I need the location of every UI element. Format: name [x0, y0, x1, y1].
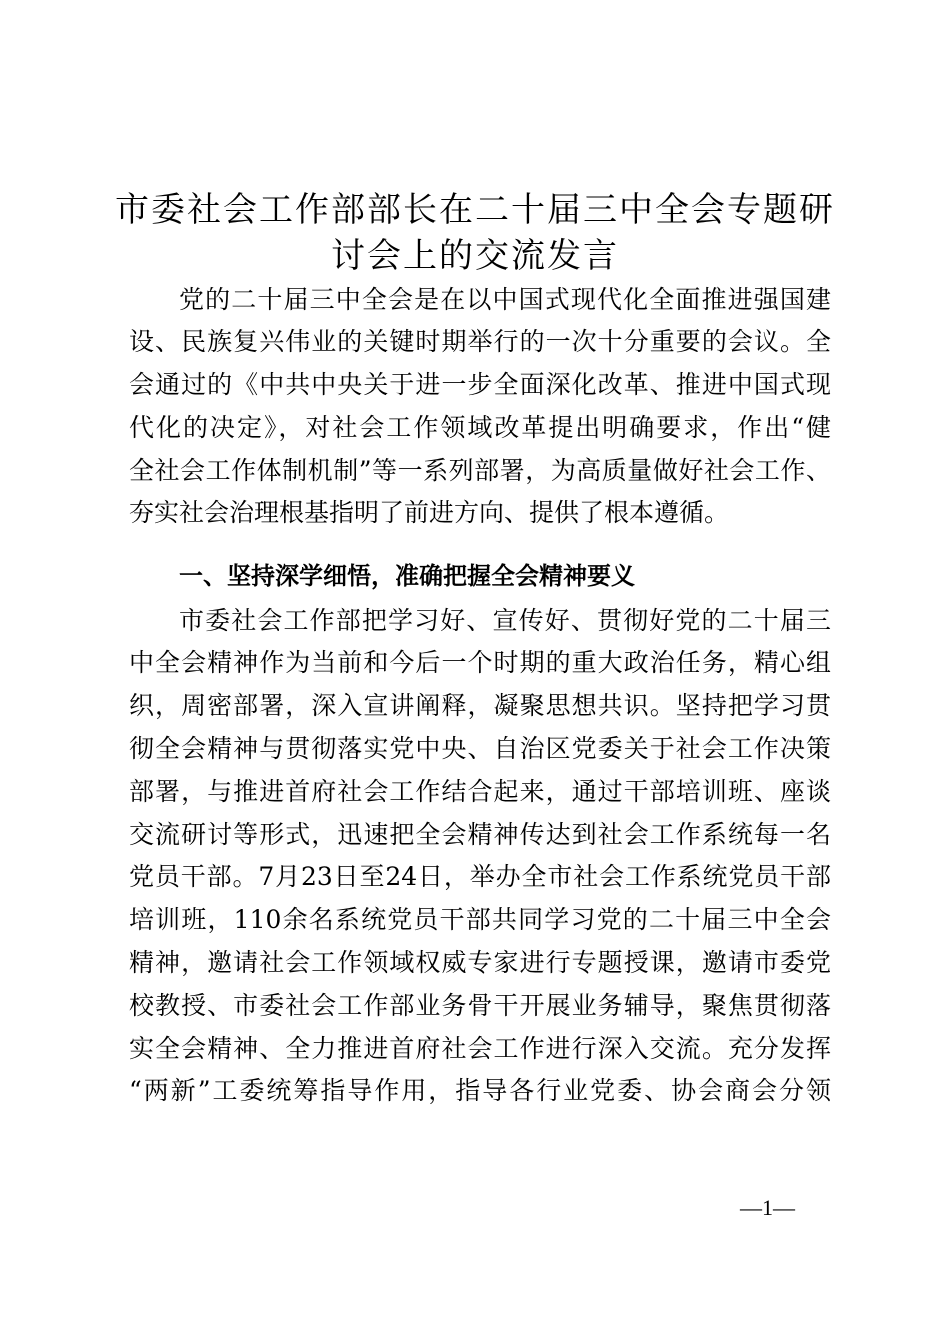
paragraph-1-line-3: 会通过的《中共中央关于进一步全面深化改革、推进中国式现: [129, 370, 831, 399]
section-1-heading: 一、坚持深学细悟，准确把握全会精神要义: [179, 562, 635, 590]
paragraph-2-line-2: 中全会精神作为当前和今后一个时期的重大政治任务，精心组: [129, 648, 831, 677]
paragraph-2-line-6: 交流研讨等形式，迅速把全会精神传达到社会工作系统每一名: [129, 820, 831, 849]
paragraph-2-line-4: 彻全会精神与贯彻落实党中央、自治区党委关于社会工作决策: [129, 734, 831, 763]
paragraph-2-line-9: 精神，邀请社会工作领域权威专家进行专题授课，邀请市委党: [129, 948, 831, 977]
document-title-line-1: 市委社会工作部部长在二十届三中全会专题研: [115, 190, 835, 230]
document-title-line-2: 讨会上的交流发言: [331, 236, 619, 276]
paragraph-2-line-10: 校教授、市委社会工作部业务骨干开展业务辅导，聚焦贯彻落: [129, 991, 831, 1020]
paragraph-2-line-7: 党员干部。7月23日至24日，举办全市社会工作系统党员干部: [129, 862, 831, 891]
paragraph-2-line-12: “两新”工委统筹指导作用，指导各行业党委、协会商会分领: [129, 1076, 831, 1105]
page-number: —1—: [740, 1195, 795, 1220]
paragraph-2-line-8: 培训班，110余名系统党员干部共同学习党的二十届三中全会: [129, 905, 831, 934]
paragraph-2-line-11: 实全会精神、全力推进首府社会工作进行深入交流。充分发挥: [129, 1034, 831, 1063]
paragraph-1-line-2: 设、民族复兴伟业的关键时期举行的一次十分重要的会议。全: [129, 327, 831, 356]
paragraph-1-line-1: 党的二十届三中全会是在以中国式现代化全面推进强国建: [179, 285, 831, 314]
paragraph-2-line-3: 织，周密部署，深入宣讲阐释，凝聚思想共识。坚持把学习贯: [129, 691, 831, 720]
paragraph-2-line-5: 部署，与推进首府社会工作结合起来，通过干部培训班、座谈: [129, 777, 831, 806]
paragraph-1-line-4: 代化的决定》，对社会工作领域改革提出明确要求，作出“健: [129, 413, 831, 442]
paragraph-1-line-5: 全社会工作体制机制”等一系列部署，为高质量做好社会工作、: [129, 456, 831, 485]
paragraph-2-line-1: 市委社会工作部把学习好、宣传好、贯彻好党的二十届三: [179, 606, 831, 635]
paragraph-1-line-6: 夯实社会治理根基指明了前进方向、提供了根本遵循。: [129, 498, 730, 527]
